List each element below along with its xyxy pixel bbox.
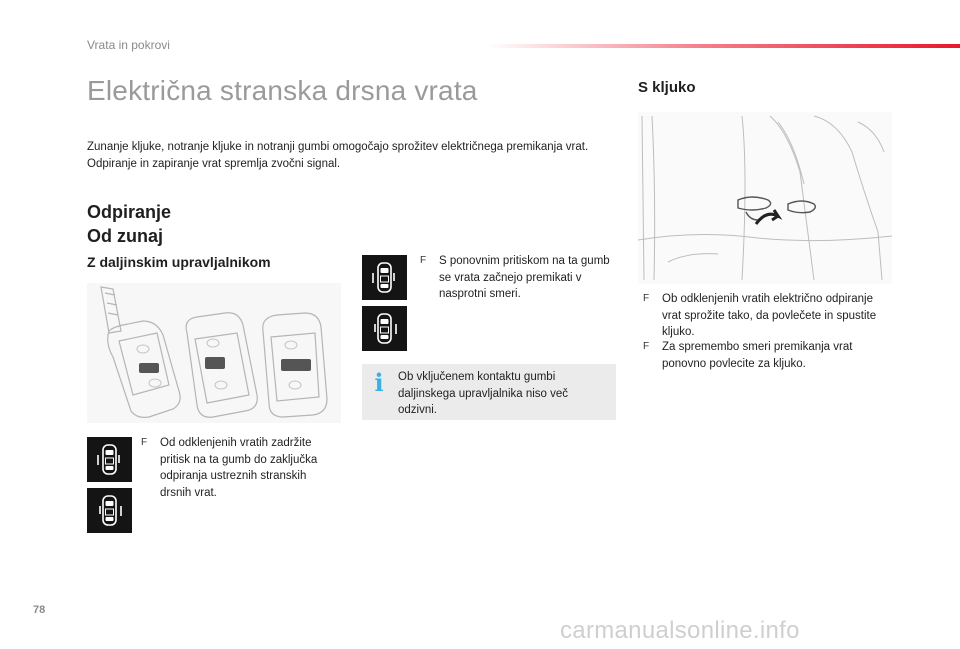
handle-bullet-2-text: Za spremembo smeri premikanja vrat ponovno povlecite za kljuko. — [662, 341, 853, 370]
remote-keys-drawing — [87, 283, 341, 423]
sliding-door-right-icon — [362, 306, 407, 351]
sliding-door-left-icon — [87, 437, 132, 482]
door-open-left-icon-graphic — [87, 437, 132, 482]
heading-opening: Odpiranje — [87, 202, 172, 222]
page-number: 78 — [33, 604, 46, 616]
door-handle-illustration — [638, 112, 892, 284]
heading-from-outside: Od zunaj — [87, 226, 163, 246]
bullet-mark: F — [643, 293, 650, 304]
handle-bullet-2 — [643, 339, 888, 372]
section-label: Vrata in pokrovi — [87, 38, 170, 52]
door-open-left-icon-graphic — [362, 255, 407, 300]
remote-bullet-text: Od odklenjenih vratih zadržite pritisk na ta gumb do zaključka odpiranja ustreznih stranskih drsnih vrat. — [160, 437, 318, 499]
sliding-door-left-icon — [362, 255, 407, 300]
header-accent-bar — [486, 44, 960, 48]
bullet-mark: F — [420, 255, 427, 266]
heading-remote: Z daljinskim upravljalnikom — [87, 254, 271, 270]
heading-with-handle: S kljuko — [638, 79, 696, 96]
intro-line-1: Zunanje kljuke, notranje kljuke in notranji gumbi omogočajo sprožitev električnega premikanja vrat. — [87, 141, 589, 153]
page-title: Električna stranska drsna vrata — [87, 75, 478, 106]
door-open-right-icon-graphic — [362, 306, 407, 351]
info-text: Ob vključenem kontaktu gumbi daljinskega upravljalnika niso več odzivni. — [398, 371, 569, 416]
repeat-bullet-text: S ponovnim pritiskom na ta gumb se vrata začnejo premikati v nasprotni smeri. — [439, 255, 610, 300]
repeat-bullet — [420, 253, 618, 303]
door-open-right-icon-graphic — [87, 488, 132, 533]
info-box — [362, 364, 616, 420]
handle-bullet-1-text: Ob odklenjenih vratih električno odpiranje vrat sprožite tako, da povlečete in spustite kljuko. — [662, 293, 877, 338]
watermark: carmanualsonline.info — [560, 617, 800, 644]
remote-keys-illustration — [87, 283, 341, 423]
handle-bullet-1 — [643, 291, 888, 341]
bullet-mark: F — [643, 341, 650, 352]
bullet-mark: F — [141, 437, 148, 448]
intro-line-2: Odpiranje in zapiranje vrat spremlja zvočni signal. — [87, 158, 341, 170]
info-icon: i — [374, 368, 384, 397]
intro-paragraph — [87, 139, 627, 173]
sliding-door-right-icon — [87, 488, 132, 533]
door-handle-drawing — [638, 112, 892, 284]
remote-bullet — [141, 435, 339, 501]
